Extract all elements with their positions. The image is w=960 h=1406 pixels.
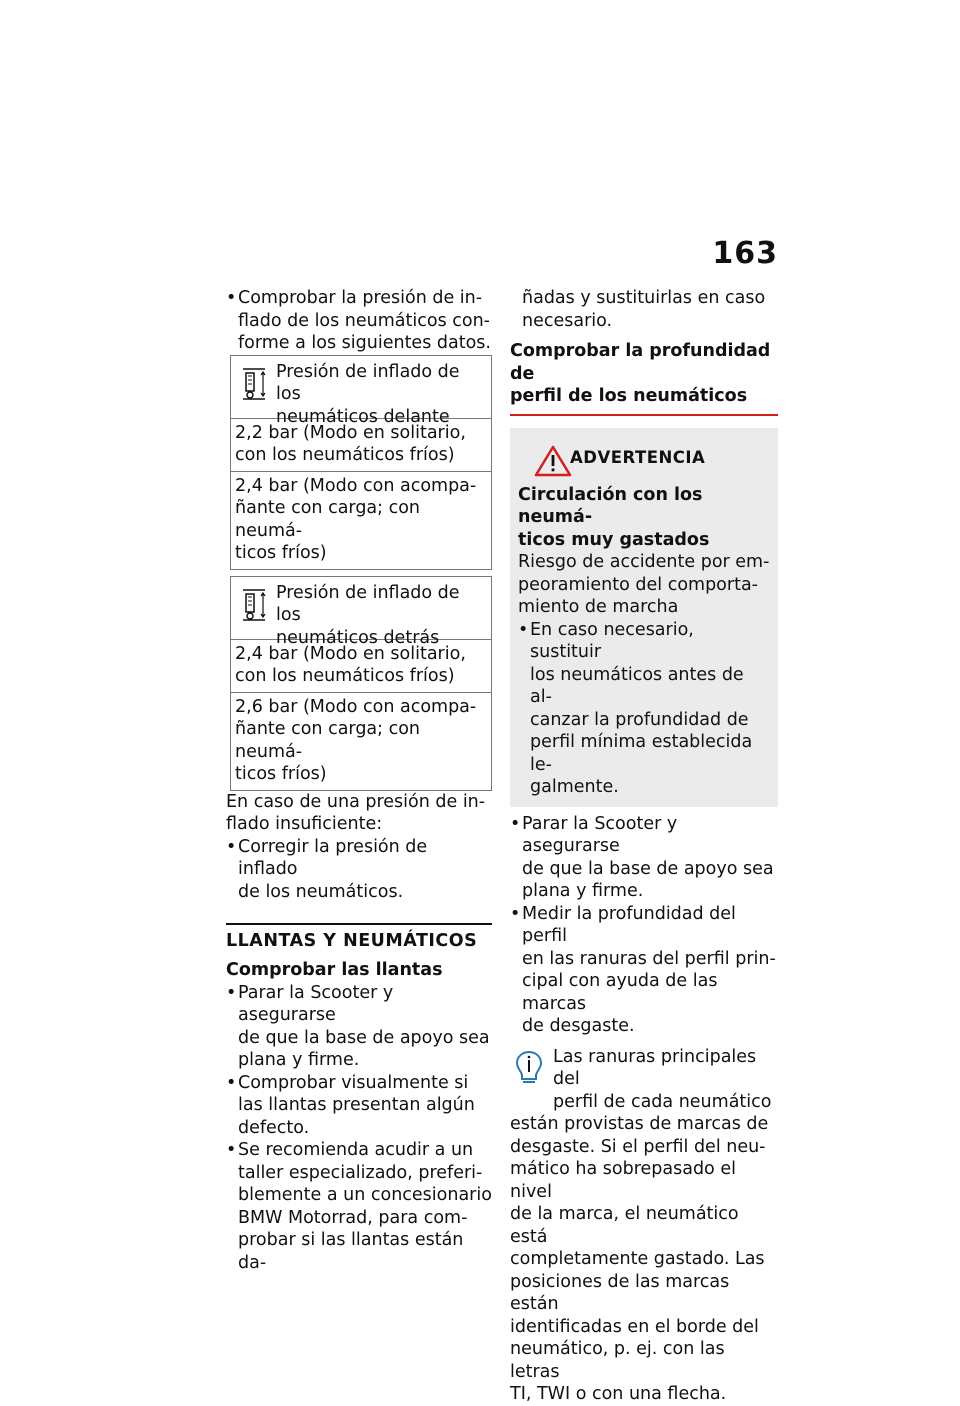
page-number: 163 <box>712 236 778 271</box>
warning-text: Riesgo de accidente por em- peoramiento del comporta- miento de marcha <box>518 552 770 617</box>
front-pressure-header <box>231 355 491 427</box>
section-title: LLANTAS Y NEUMÁTICOS <box>226 931 478 951</box>
front-pressure-label: Presión de inflado de los neumáticos delante <box>276 361 460 427</box>
bullet-dot: • <box>226 1072 237 1093</box>
tire-pressure-gauge-icon <box>241 366 267 404</box>
front-pressure-passenger: 2,4 bar (Modo con acompa- ñante con carga; con neumá- ticos fríos) <box>231 471 491 569</box>
subsection-title: Comprobar las llantas <box>226 960 443 980</box>
bullet-dot: • <box>510 813 521 834</box>
bullet-dot: • <box>226 982 237 1003</box>
left-column <box>226 287 492 1274</box>
info-note: Las ranuras principales del perfil de cada neumático están provistas de marcas de desgaste. Si el perfil del neu- mático ha sobrepasado el nivel de la marca, el neumático está completamente gastado. Las posiciones de las marcas están identificadas en el borde del neumático, p. ej. con las letras TI, TWI o con una flecha. <box>510 1046 772 1404</box>
intro-bullet: • Comprobar la presión de in- flado de los neumáticos con- forme a los siguientes datos. <box>226 288 491 353</box>
warning-triangle-icon <box>534 444 572 478</box>
right-column <box>510 287 778 1406</box>
warning-box <box>510 428 778 807</box>
continuation-text: ñadas y sustituirlas en caso necesario. <box>522 288 766 331</box>
list-item: • Parar la Scooter y asegurarse de que la base de apoyo sea plana y firme. <box>510 813 774 901</box>
rear-pressure-passenger: 2,6 bar (Modo con acompa- ñante con carga; con neumá- ticos fríos) <box>231 692 491 790</box>
list-item: • Comprobar visualmente si las llantas presentan algún defecto. <box>226 1072 475 1138</box>
info-bulb-icon <box>510 1048 548 1086</box>
warning-bullet: • En caso necesario, sustituir los neumáticos antes de al- canzar la profundidad de perfil mínima establecida le- galmente. <box>518 619 753 797</box>
front-pressure-table <box>230 355 492 570</box>
rear-pressure-table <box>230 576 492 791</box>
bullet-dot: • <box>226 1140 237 1160</box>
bullet-dot: • <box>226 288 237 308</box>
subsection-title: Comprobar la profundidad de perfil de los neumáticos <box>510 340 778 416</box>
section-divider <box>226 923 492 925</box>
bullet-dot: • <box>510 903 521 924</box>
insufficient-pressure-text: En caso de una presión de in- flado insuficiente: <box>226 791 486 834</box>
warning-label: ADVERTENCIA <box>570 447 706 467</box>
rear-pressure-label: Presión de inflado de los neumáticos detrás <box>276 582 460 648</box>
warning-title: Circulación con los neumá- ticos muy gastados <box>518 484 710 550</box>
rear-pressure-solo: 2,4 bar (Modo en solitario, con los neumáticos fríos) <box>231 639 491 692</box>
bullet-dot: • <box>518 619 529 640</box>
list-item: • Parar la Scooter y asegurarse de que la base de apoyo sea plana y firme. <box>226 982 490 1070</box>
list-item: • Medir la profundidad del perfil en las ranuras del perfil prin- cipal con ayuda de las marcas de desgaste. <box>510 903 776 1036</box>
tire-pressure-gauge-icon <box>241 587 267 625</box>
rear-pressure-header <box>231 576 491 648</box>
list-item: • Se recomienda acudir a un taller especializado, preferi- blemente a un concesionario BMW Motorrad, para com- probar si las llantas están da- <box>226 1140 492 1273</box>
correct-pressure-bullet: • Corregir la presión de inflado de los neumáticos. <box>226 836 428 902</box>
bullet-dot: • <box>226 836 237 857</box>
front-pressure-solo: 2,2 bar (Modo en solitario, con los neumáticos fríos) <box>231 418 491 471</box>
warning-header <box>518 438 770 478</box>
